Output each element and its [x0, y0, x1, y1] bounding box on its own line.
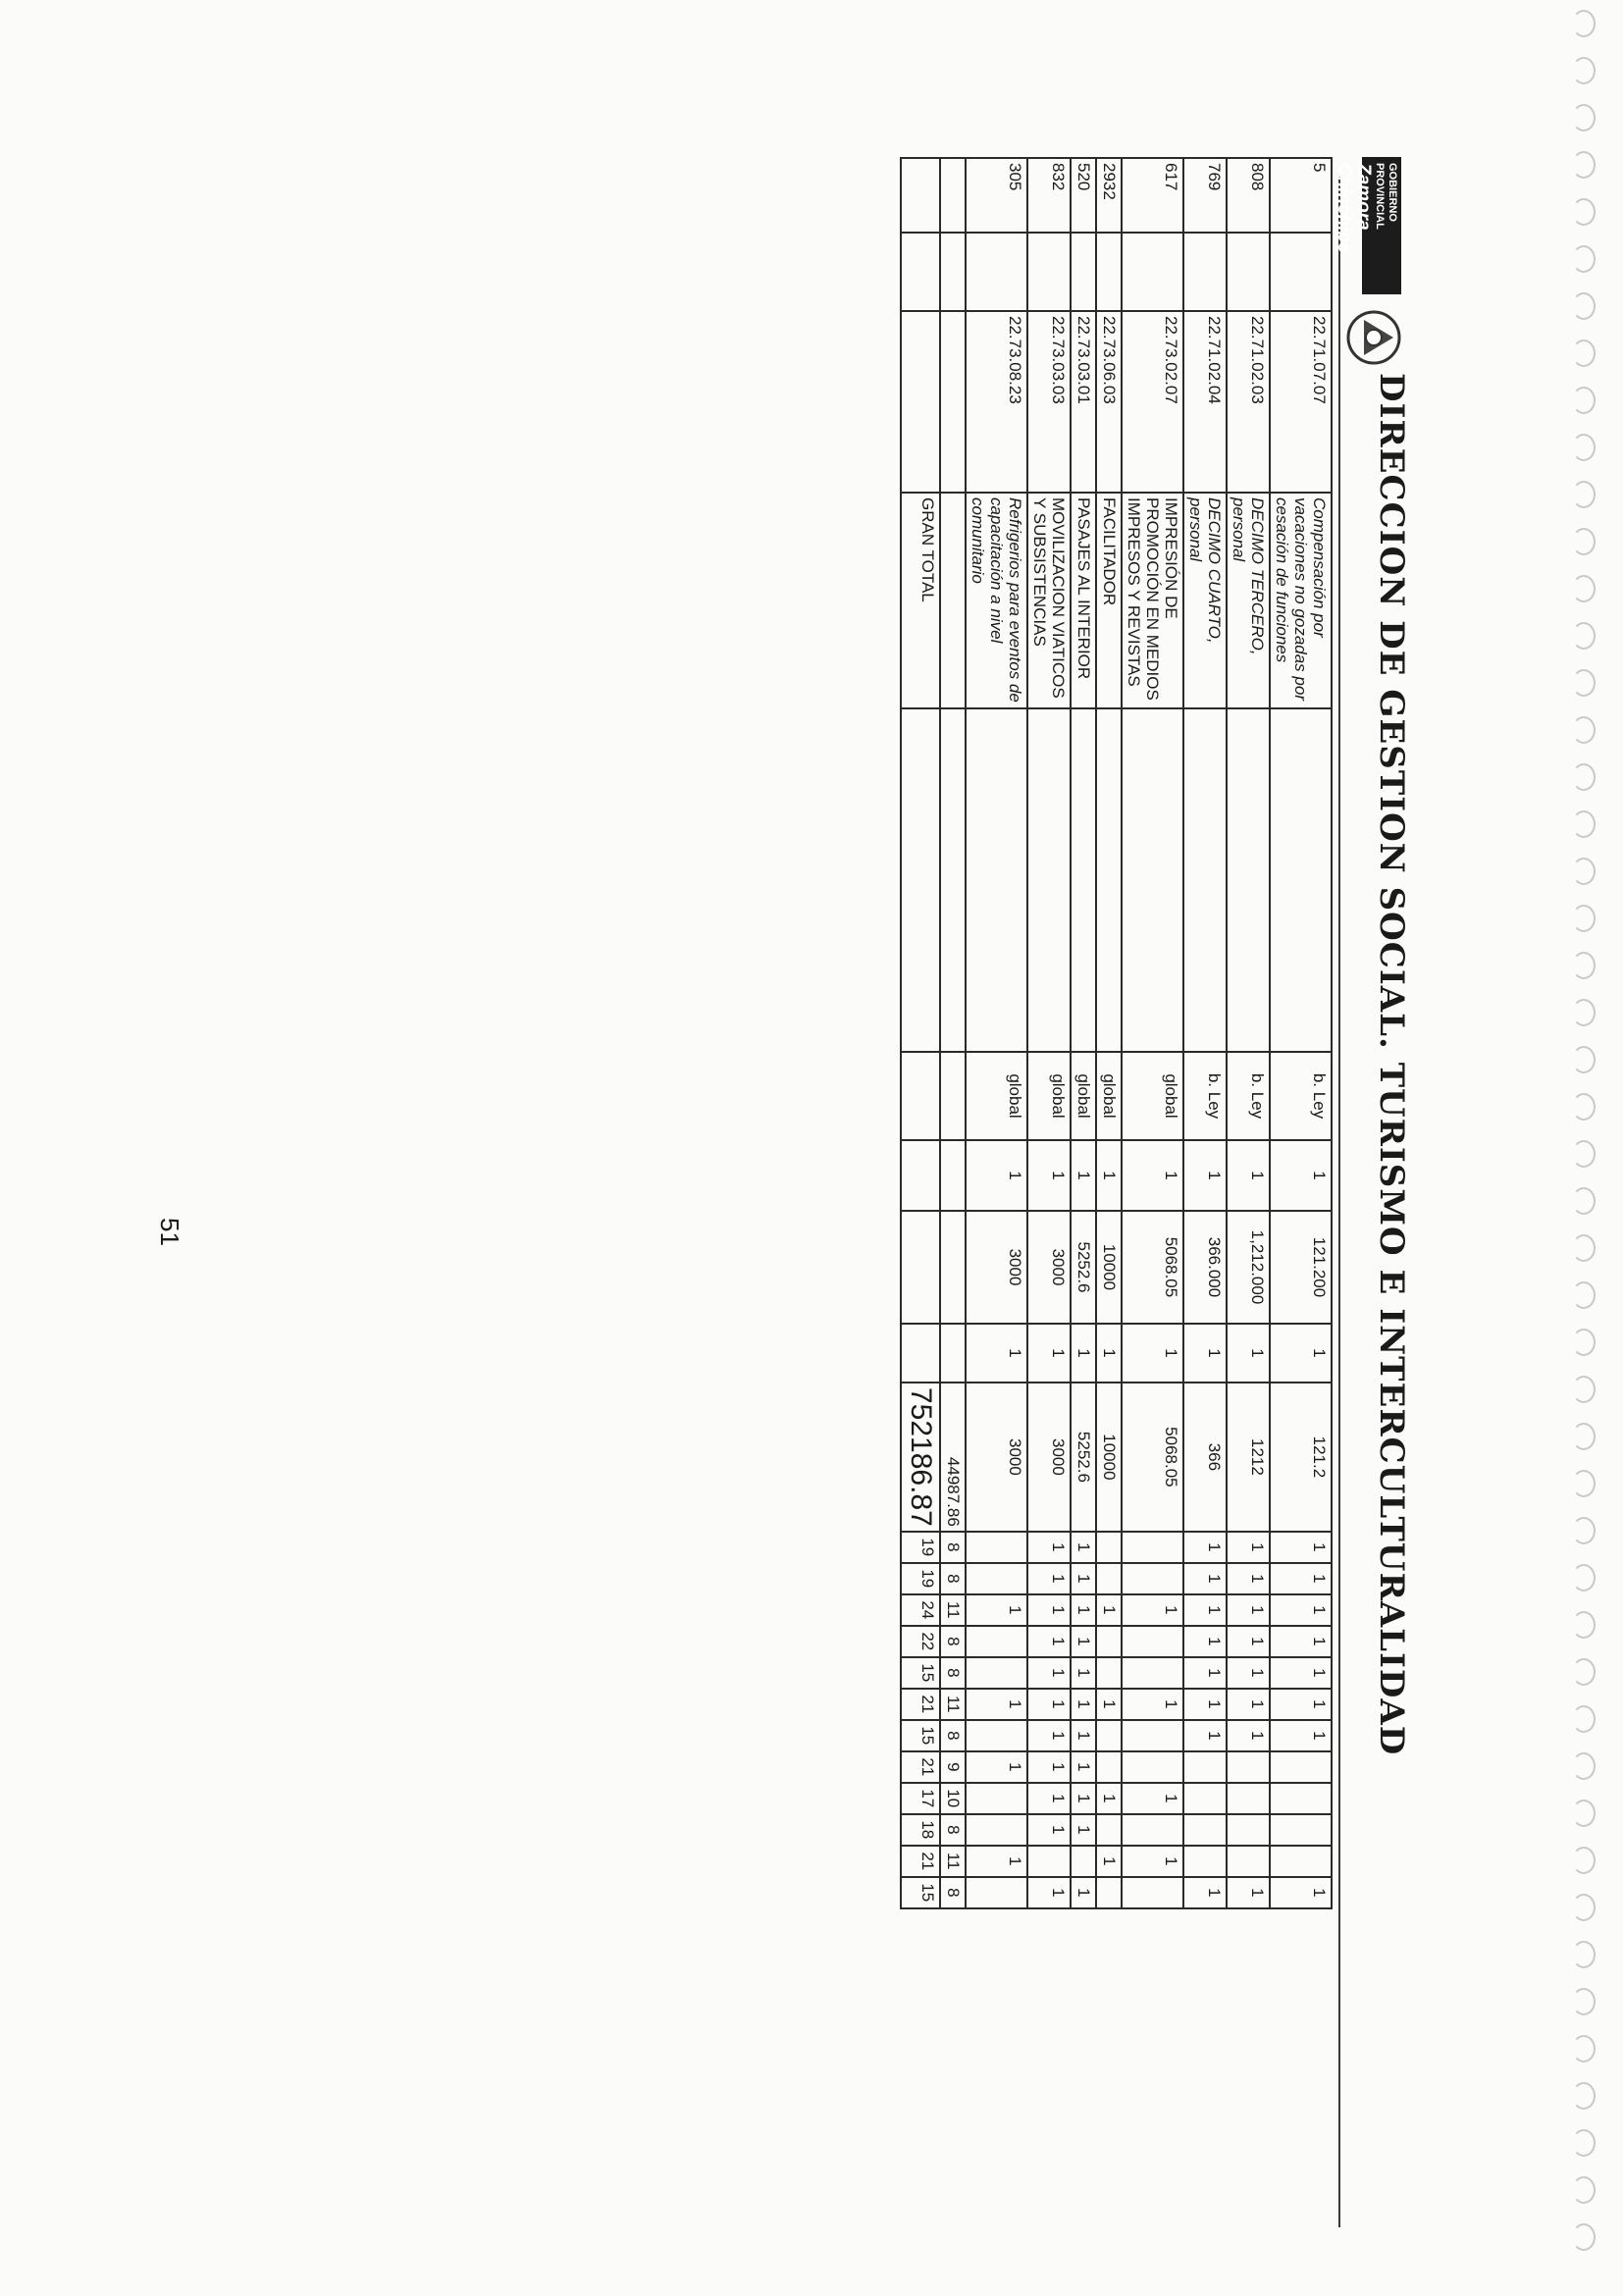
month-total: 8 [940, 1563, 966, 1594]
unit: b. Ley [1183, 1052, 1227, 1140]
budget-item-code: 22.71.07.07 [1270, 311, 1332, 493]
binding-hole [1572, 1234, 1596, 1262]
binding-hole [1572, 716, 1596, 744]
month-mark [1183, 1846, 1227, 1877]
month-mark: 1 [1227, 1657, 1270, 1689]
item-description: PASAJES AL INTERIOR [1071, 493, 1096, 708]
month-mark [1270, 1814, 1332, 1846]
month-grand-total: 19 [901, 1563, 940, 1594]
empty-cell [940, 1140, 966, 1211]
month-mark [1122, 1751, 1183, 1783]
binding-hole [1572, 1752, 1596, 1780]
month-mark [966, 1720, 1027, 1751]
quantity: 1 [966, 1324, 1027, 1383]
budget-item-code: 22.73.03.03 [1027, 311, 1071, 493]
quantity: 1 [966, 1140, 1027, 1211]
row-total: 5068.05 [1122, 1383, 1183, 1532]
binding-hole [1572, 1376, 1596, 1403]
month-mark: 1 [1027, 1594, 1071, 1626]
empty-cell [1227, 233, 1270, 311]
unit: global [966, 1052, 1027, 1140]
month-mark [966, 1783, 1027, 1814]
month-mark: 1 [1183, 1657, 1227, 1689]
binding-hole [1572, 1140, 1596, 1168]
month-mark: 1 [1227, 1626, 1270, 1657]
empty-cell [1096, 233, 1122, 311]
budget-table [900, 157, 1333, 1909]
month-mark [1183, 1783, 1227, 1814]
binding-hole [1572, 1705, 1596, 1733]
binding-hole [1572, 810, 1596, 838]
binding-hole [1572, 2082, 1596, 2110]
binding-hole [1572, 1658, 1596, 1686]
month-mark: 1 [1027, 1563, 1071, 1594]
month-mark: 1 [1071, 1563, 1096, 1594]
empty-cell [940, 708, 966, 1052]
binding-hole [1572, 1187, 1596, 1215]
binding-hole [1572, 2129, 1596, 2157]
empty-cell [966, 233, 1027, 311]
unit: global [1096, 1052, 1122, 1140]
row-code: 832 [1027, 158, 1071, 233]
table-row [1071, 158, 1096, 1908]
binding-hole [1572, 1564, 1596, 1592]
month-mark: 1 [1122, 1689, 1183, 1720]
empty-cell [901, 1324, 940, 1383]
unit: global [1027, 1052, 1071, 1140]
empty-cell [901, 1211, 940, 1324]
month-mark: 1 [1227, 1689, 1270, 1720]
table-row [966, 158, 1027, 1908]
month-mark [1071, 1846, 1096, 1877]
budget-item-code: 22.73.08.23 [966, 311, 1027, 493]
binding-hole [1572, 339, 1596, 367]
page-number: 51 [154, 1218, 184, 1246]
quantity: 1 [1183, 1140, 1227, 1211]
spiral-binding [1566, 10, 1605, 2286]
empty-cell [1227, 708, 1270, 1052]
empty-cell [1270, 708, 1332, 1052]
item-description: Refrigerios para eventos de capacitación a nivel comunitario [966, 493, 1027, 708]
month-mark [966, 1626, 1027, 1657]
emblem-icon [1335, 298, 1413, 377]
month-mark: 1 [1270, 1877, 1332, 1908]
month-grand-total: 21 [901, 1689, 940, 1720]
binding-hole [1572, 104, 1596, 131]
month-mark: 1 [1027, 1720, 1071, 1751]
month-mark [1227, 1814, 1270, 1846]
binding-hole [1572, 1894, 1596, 1921]
row-total: 5252.6 [1071, 1383, 1096, 1532]
binding-hole [1572, 1517, 1596, 1544]
month-grand-total: 17 [901, 1783, 940, 1814]
month-mark: 1 [1027, 1751, 1071, 1783]
month-mark: 1 [1270, 1594, 1332, 1626]
month-mark [1096, 1720, 1122, 1751]
row-code: 520 [1071, 158, 1096, 233]
month-grand-total: 15 [901, 1657, 940, 1689]
month-mark [1122, 1532, 1183, 1563]
quantity: 1 [1071, 1324, 1096, 1383]
unit-cost: 366.000 [1183, 1211, 1227, 1324]
quantity: 1 [1122, 1140, 1183, 1211]
subtotal-value: 44987.86 [940, 1383, 966, 1532]
budget-item-code: 22.73.02.07 [1122, 311, 1183, 493]
empty-cell [940, 311, 966, 493]
table-row [1270, 158, 1332, 1908]
month-mark [966, 1532, 1027, 1563]
month-mark: 1 [1183, 1720, 1227, 1751]
empty-cell [901, 1052, 940, 1140]
binding-hole [1572, 1611, 1596, 1639]
month-total: 8 [940, 1657, 966, 1689]
empty-cell [1183, 233, 1227, 311]
budget-item-code: 22.71.02.04 [1183, 311, 1227, 493]
month-mark [1227, 1783, 1270, 1814]
quantity: 1 [1227, 1140, 1270, 1211]
month-mark: 1 [1227, 1563, 1270, 1594]
binding-hole [1572, 952, 1596, 979]
empty-cell [940, 1211, 966, 1324]
page-title: DIRECCION DE GESTION SOCIAL. TURISMO E INTERCULTURALIDAD [1372, 373, 1411, 1756]
binding-hole [1572, 10, 1596, 37]
empty-cell [1027, 233, 1071, 311]
binding-hole [1572, 481, 1596, 508]
item-description: IMPRESIÓN DE PROMOCIÓN EN MEDIOS IMPRESOS Y REVISTAS [1122, 493, 1183, 708]
binding-hole [1572, 198, 1596, 226]
month-mark [1096, 1814, 1122, 1846]
row-code: 2932 [1096, 158, 1122, 233]
month-grand-total: 19 [901, 1532, 940, 1563]
empty-cell [901, 1140, 940, 1211]
month-mark: 1 [1227, 1594, 1270, 1626]
unit: global [1071, 1052, 1096, 1140]
month-mark: 1 [1071, 1689, 1096, 1720]
month-mark: 1 [966, 1689, 1027, 1720]
quantity: 1 [1270, 1140, 1332, 1211]
month-mark [966, 1563, 1027, 1594]
empty-cell [1071, 233, 1096, 311]
month-mark [1122, 1814, 1183, 1846]
month-mark: 1 [1027, 1877, 1071, 1908]
binding-hole [1572, 999, 1596, 1026]
table-row [1122, 158, 1183, 1908]
budget-item-code: 22.71.02.03 [1227, 311, 1270, 493]
month-grand-total: 18 [901, 1814, 940, 1846]
quantity: 1 [1096, 1140, 1122, 1211]
empty-cell [940, 233, 966, 311]
grand-total-label: GRAN TOTAL [901, 493, 940, 708]
binding-hole [1572, 2035, 1596, 2062]
month-mark: 1 [1027, 1814, 1071, 1846]
quantity: 1 [1122, 1324, 1183, 1383]
binding-hole [1572, 528, 1596, 555]
empty-cell [1071, 708, 1096, 1052]
month-grand-total: 15 [901, 1877, 940, 1908]
month-total: 8 [940, 1814, 966, 1846]
month-mark: 1 [1227, 1720, 1270, 1751]
month-mark: 1 [1227, 1877, 1270, 1908]
month-mark: 1 [1270, 1689, 1332, 1720]
month-mark [1096, 1877, 1122, 1908]
quantity: 1 [1270, 1324, 1332, 1383]
row-total: 10000 [1096, 1383, 1122, 1532]
unit: b. Ley [1270, 1052, 1332, 1140]
empty-cell [940, 493, 966, 708]
month-mark [1183, 1751, 1227, 1783]
item-description: MOVILIZACION VIATICOS Y SUBSISTENCIAS [1027, 493, 1071, 708]
empty-cell [901, 233, 940, 311]
table-row [1096, 158, 1122, 1908]
empty-cell [940, 1052, 966, 1140]
logo-line-2: Zamora Chinchipe [1334, 163, 1374, 253]
month-mark [1270, 1783, 1332, 1814]
binding-hole [1572, 1046, 1596, 1073]
month-mark: 1 [1270, 1563, 1332, 1594]
binding-hole [1572, 245, 1596, 273]
month-total: 10 [940, 1783, 966, 1814]
empty-cell [1270, 233, 1332, 311]
quantity: 1 [1096, 1324, 1122, 1383]
item-description: DECIMO TERCERO, personal [1227, 493, 1270, 708]
budget-item-code: 22.73.06.03 [1096, 311, 1122, 493]
quantity: 1 [1027, 1324, 1071, 1383]
month-total: 8 [940, 1877, 966, 1908]
unit-cost: 1,212.000 [1227, 1211, 1270, 1324]
rotated-document [655, 157, 1411, 2257]
month-mark: 1 [1096, 1689, 1122, 1720]
binding-hole [1572, 151, 1596, 179]
month-total: 8 [940, 1720, 966, 1751]
empty-cell [1183, 708, 1227, 1052]
month-mark: 1 [1183, 1594, 1227, 1626]
budget-item-code: 22.73.03.01 [1071, 311, 1096, 493]
month-mark [1122, 1563, 1183, 1594]
binding-hole [1572, 575, 1596, 602]
month-mark: 1 [1183, 1689, 1227, 1720]
month-grand-total: 21 [901, 1751, 940, 1783]
month-total: 11 [940, 1846, 966, 1877]
subtotal-row [940, 158, 966, 1908]
quantity: 1 [1227, 1324, 1270, 1383]
binding-hole [1572, 622, 1596, 650]
month-mark: 1 [1227, 1532, 1270, 1563]
quantity: 1 [1071, 1140, 1096, 1211]
month-mark: 1 [1183, 1877, 1227, 1908]
binding-hole [1572, 858, 1596, 885]
binding-hole [1572, 1281, 1596, 1309]
empty-cell [966, 708, 1027, 1052]
binding-hole [1572, 1470, 1596, 1497]
binding-hole [1572, 387, 1596, 414]
month-grand-total: 15 [901, 1720, 940, 1751]
month-mark: 1 [966, 1594, 1027, 1626]
month-mark: 1 [1270, 1626, 1332, 1657]
binding-hole [1572, 1988, 1596, 2015]
grand-total-row [901, 158, 940, 1908]
month-mark: 1 [1071, 1594, 1096, 1626]
month-total: 8 [940, 1532, 966, 1563]
month-mark [1027, 1846, 1071, 1877]
month-mark [1096, 1657, 1122, 1689]
binding-hole [1572, 57, 1596, 84]
month-total: 8 [940, 1626, 966, 1657]
month-mark [1122, 1720, 1183, 1751]
binding-hole [1572, 2223, 1596, 2251]
month-mark [1270, 1751, 1332, 1783]
empty-cell [940, 1324, 966, 1383]
row-code: 305 [966, 158, 1027, 233]
month-mark [1122, 1877, 1183, 1908]
binding-hole [1572, 1093, 1596, 1121]
row-code: 769 [1183, 158, 1227, 233]
month-mark [1096, 1563, 1122, 1594]
logo-line-1: GOBIERNO PROVINCIAL [1374, 163, 1398, 230]
row-total: 366 [1183, 1383, 1227, 1532]
table-row [1027, 158, 1071, 1908]
month-mark [966, 1877, 1027, 1908]
month-mark [1183, 1814, 1227, 1846]
empty-cell [940, 158, 966, 233]
month-mark: 1 [1071, 1814, 1096, 1846]
row-total: 3000 [1027, 1383, 1071, 1532]
table-row [1183, 158, 1227, 1908]
quantity: 1 [1183, 1324, 1227, 1383]
binding-hole [1572, 2176, 1596, 2204]
month-mark: 1 [1096, 1783, 1122, 1814]
month-mark [966, 1657, 1027, 1689]
month-mark: 1 [966, 1846, 1027, 1877]
month-mark: 1 [1071, 1783, 1096, 1814]
item-description: DECIMO CUARTO, personal [1183, 493, 1227, 708]
month-mark: 1 [1071, 1877, 1096, 1908]
month-mark: 1 [1027, 1657, 1071, 1689]
unit: global [1122, 1052, 1183, 1140]
unit: b. Ley [1227, 1052, 1270, 1140]
row-total: 3000 [966, 1383, 1027, 1532]
unit-cost: 121.200 [1270, 1211, 1332, 1324]
logo-badge [1334, 157, 1401, 294]
month-mark [1227, 1846, 1270, 1877]
month-grand-total: 24 [901, 1594, 940, 1626]
table-row [1227, 158, 1270, 1908]
month-total: 11 [940, 1594, 966, 1626]
month-mark [1096, 1626, 1122, 1657]
row-code: 617 [1122, 158, 1183, 233]
unit-cost: 3000 [1027, 1211, 1071, 1324]
binding-hole [1572, 1941, 1596, 1968]
month-mark: 1 [1096, 1846, 1122, 1877]
month-mark: 1 [1027, 1783, 1071, 1814]
binding-hole [1572, 1329, 1596, 1356]
month-mark: 1 [1270, 1657, 1332, 1689]
month-mark [966, 1814, 1027, 1846]
month-mark: 1 [1122, 1846, 1183, 1877]
binding-hole [1572, 669, 1596, 697]
empty-cell [1096, 708, 1122, 1052]
binding-hole [1572, 905, 1596, 932]
month-mark: 1 [1183, 1532, 1227, 1563]
binding-hole [1572, 292, 1596, 320]
binding-hole [1572, 1847, 1596, 1874]
row-total: 121.2 [1270, 1383, 1332, 1532]
month-mark [1122, 1657, 1183, 1689]
month-mark: 1 [1027, 1532, 1071, 1563]
month-grand-total: 21 [901, 1846, 940, 1877]
month-mark: 1 [1071, 1532, 1096, 1563]
unit-cost: 10000 [1096, 1211, 1122, 1324]
month-mark: 1 [966, 1751, 1027, 1783]
month-mark: 1 [1183, 1563, 1227, 1594]
binding-hole [1572, 1800, 1596, 1827]
item-description: Compensación por vacaciones no gozadas por cesación de funciones [1270, 493, 1332, 708]
month-mark: 1 [1096, 1594, 1122, 1626]
binding-hole [1572, 763, 1596, 791]
unit-cost: 5252.6 [1071, 1211, 1096, 1324]
month-mark: 1 [1027, 1626, 1071, 1657]
empty-cell [901, 311, 940, 493]
row-total: 1212 [1227, 1383, 1270, 1532]
item-description: FACILITADOR [1096, 493, 1122, 708]
month-mark [1227, 1751, 1270, 1783]
binding-hole [1572, 434, 1596, 461]
month-total: 11 [940, 1689, 966, 1720]
unit-cost: 5068.05 [1122, 1211, 1183, 1324]
month-mark [1096, 1751, 1122, 1783]
month-mark: 1 [1071, 1720, 1096, 1751]
month-mark: 1 [1071, 1657, 1096, 1689]
month-mark [1122, 1626, 1183, 1657]
month-total: 9 [940, 1751, 966, 1783]
empty-cell [1027, 708, 1071, 1052]
empty-cell [1122, 233, 1183, 311]
row-code: 5 [1270, 158, 1332, 233]
month-mark: 1 [1183, 1626, 1227, 1657]
month-mark [1270, 1846, 1332, 1877]
month-mark: 1 [1122, 1783, 1183, 1814]
binding-hole [1572, 1423, 1596, 1450]
row-code: 808 [1227, 158, 1270, 233]
empty-cell [901, 158, 940, 233]
month-mark: 1 [1071, 1751, 1096, 1783]
grand-total-value: 752186.87 [901, 1383, 940, 1532]
unit-cost: 3000 [966, 1211, 1027, 1324]
empty-cell [901, 708, 940, 1052]
month-grand-total: 22 [901, 1626, 940, 1657]
month-mark: 1 [1027, 1689, 1071, 1720]
month-mark: 1 [1270, 1720, 1332, 1751]
empty-cell [1122, 708, 1183, 1052]
month-mark [1096, 1532, 1122, 1563]
month-mark: 1 [1122, 1594, 1183, 1626]
month-mark: 1 [1071, 1626, 1096, 1657]
quantity: 1 [1027, 1140, 1071, 1211]
month-mark: 1 [1270, 1532, 1332, 1563]
